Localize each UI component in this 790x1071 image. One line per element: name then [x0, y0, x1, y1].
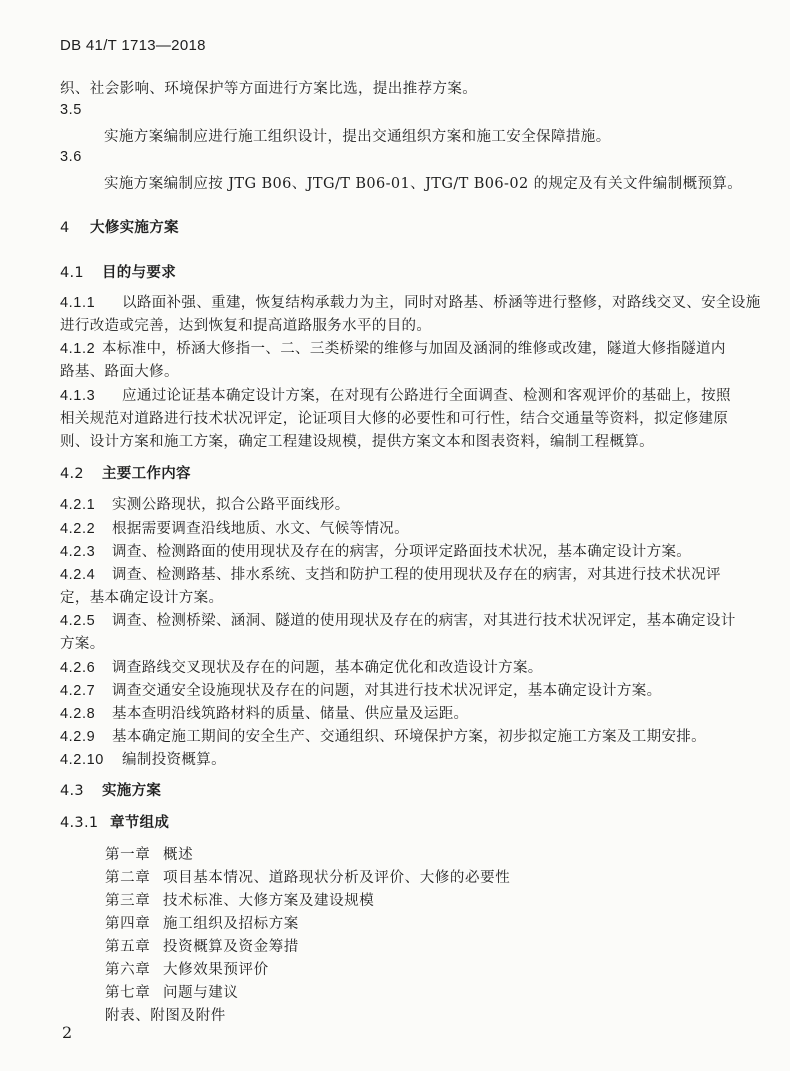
item-text-continued: 方案。: [60, 636, 105, 652]
list-item: [60, 679, 661, 700]
item-text: 以路面补强、重建，恢复结构承载力为主，同时对路基、桥涵等进行整修，对路线交叉、安全设施: [122, 295, 761, 311]
item-text: 应通过论证基本确定设计方案，在对现有公路进行全面调查、检测和客观评价的基础上，按照: [122, 388, 731, 404]
list-item: [60, 656, 543, 677]
section-title: 实施方案: [102, 783, 162, 799]
list-item: [60, 291, 761, 312]
item-number: 4.1.2: [60, 341, 96, 357]
item-text-continued: 则、设计方案和施工方案，确定工程建设规模，提供方案文本和图表资料，编制工程概算。: [60, 434, 654, 450]
section-title: 章节组成: [110, 815, 170, 831]
item-text: 实测公路现状，拟合公路平面线形。: [112, 497, 350, 513]
list-item: [60, 609, 736, 630]
item-text: 调查路线交叉现状及存在的问题，基本确定优化和改造设计方案。: [112, 660, 543, 676]
item-number: 4.1.3: [60, 388, 96, 404]
item-text: 调查交通安全设施现状及存在的问题，对其进行技术状况评定，基本确定设计方案。: [112, 683, 662, 699]
item-text: 调查、检测路基、排水系统、支挡和防护工程的使用现状及存在的病害，对其进行技术状况评: [112, 567, 721, 583]
item-number: 4.1.1: [60, 295, 96, 311]
chapter-title: 施工组织及招标方案: [163, 916, 299, 932]
item-text: 根据需要调查沿线地质、水文、气候等情况。: [112, 521, 409, 537]
subsection-heading: [60, 462, 191, 483]
subsubsection-heading: [60, 811, 169, 832]
clause-text: 实施方案编制应按 JTG B06、JTG/T B06-01、JTG/T B06-02 的规定及有关文件编制概预算。: [104, 176, 743, 192]
item-number: 4.2.10: [60, 752, 104, 768]
chapter-label: 第七章: [105, 985, 151, 1001]
item-number: 4.2.9: [60, 729, 96, 745]
chapter-item: [105, 912, 299, 933]
clause-number: 3.6: [60, 149, 82, 165]
clause-number: 3.5: [60, 102, 82, 118]
list-item: [60, 725, 706, 746]
chapter-label: 第六章: [105, 962, 151, 978]
chapter-item: [105, 981, 239, 1002]
item-text-continued: 路基、路面大修。: [60, 364, 179, 380]
section-title: 大修实施方案: [90, 220, 179, 236]
subsection-heading: [60, 261, 176, 282]
section-number: 4.1: [60, 265, 84, 281]
list-item: [60, 337, 726, 358]
list-item: [60, 384, 731, 405]
section-number: 4.2: [60, 466, 84, 482]
item-number: 4.2.6: [60, 660, 96, 676]
section-number: 4.3: [60, 783, 84, 799]
list-item: [60, 493, 350, 514]
chapter-item: [105, 866, 510, 887]
chapter-label: 第三章: [105, 893, 151, 909]
document-code: DB 41/T 1713—2018: [60, 37, 206, 54]
chapter-title: 投资概算及资金筹措: [163, 939, 299, 955]
list-item: [60, 702, 468, 723]
appendix-line: 附表、附图及附件: [105, 1008, 226, 1024]
chapter-label: 第四章: [105, 916, 151, 932]
section-title: 主要工作内容: [102, 466, 191, 482]
chapter-label: 第一章: [105, 847, 151, 863]
section-heading: [60, 216, 179, 237]
list-item: [60, 517, 409, 538]
item-text: 编制投资概算。: [122, 752, 226, 768]
item-text: 本标准中，桥涵大修指一、二、三类桥梁的维修与加固及涵洞的维修或改建，隧道大修指隧道内: [102, 341, 726, 357]
subsection-heading: [60, 779, 161, 800]
item-text: 基本查明沿线筑路材料的质量、储量、供应量及运距。: [112, 706, 469, 722]
page-number: 2: [62, 1023, 73, 1042]
chapter-label: 第二章: [105, 870, 151, 886]
chapter-title: 问题与建议: [163, 985, 239, 1001]
item-text-continued: 进行改造或完善，达到恢复和提高道路服务水平的目的。: [60, 318, 432, 334]
chapter-item: [105, 958, 269, 979]
list-item: [60, 540, 691, 561]
section-number: 4.3.1: [60, 815, 99, 831]
item-text-continued: 定，基本确定设计方案。: [60, 590, 224, 606]
chapter-item: [105, 889, 374, 910]
chapter-title: 概述: [163, 847, 194, 863]
item-text: 调查、检测桥梁、涵洞、隧道的使用现状及存在的病害，对其进行技术状况评定，基本确定设计: [112, 613, 736, 629]
item-number: 4.2.1: [60, 497, 96, 513]
item-number: 4.2.5: [60, 613, 96, 629]
continuation-line: 织、社会影响、环境保护等方面进行方案比选，提出推荐方案。: [60, 81, 478, 97]
item-text: 调查、检测路面的使用现状及存在的病害，分项评定路面技术状况，基本确定设计方案。: [112, 544, 692, 560]
item-number: 4.2.8: [60, 706, 96, 722]
chapter-title: 大修效果预评价: [163, 962, 269, 978]
section-number: 4: [60, 220, 70, 236]
chapter-label: 第五章: [105, 939, 151, 955]
chapter-title: 技术标准、大修方案及建设规模: [163, 893, 375, 909]
item-number: 4.2.2: [60, 521, 96, 537]
item-number: 4.2.3: [60, 544, 96, 560]
list-item: [60, 563, 721, 584]
item-text: 基本确定施工期间的安全生产、交通组织、环境保护方案，初步拟定施工方案及工期安排。: [112, 729, 706, 745]
item-number: 4.2.7: [60, 683, 96, 699]
item-number: 4.2.4: [60, 567, 96, 583]
section-title: 目的与要求: [102, 265, 176, 281]
clause-text: 实施方案编制应进行施工组织设计，提出交通组织方案和施工安全保障措施。: [104, 129, 611, 145]
chapter-title: 项目基本情况、道路现状分析及评价、大修的必要性: [163, 870, 511, 886]
list-item: [60, 748, 226, 769]
chapter-item: [105, 935, 299, 956]
chapter-item: [105, 843, 193, 864]
item-text-continued: 相关规范对道路进行技术状况评定，论证项目大修的必要性和可行性，结合交通量等资料，拟定修建原: [60, 411, 729, 427]
